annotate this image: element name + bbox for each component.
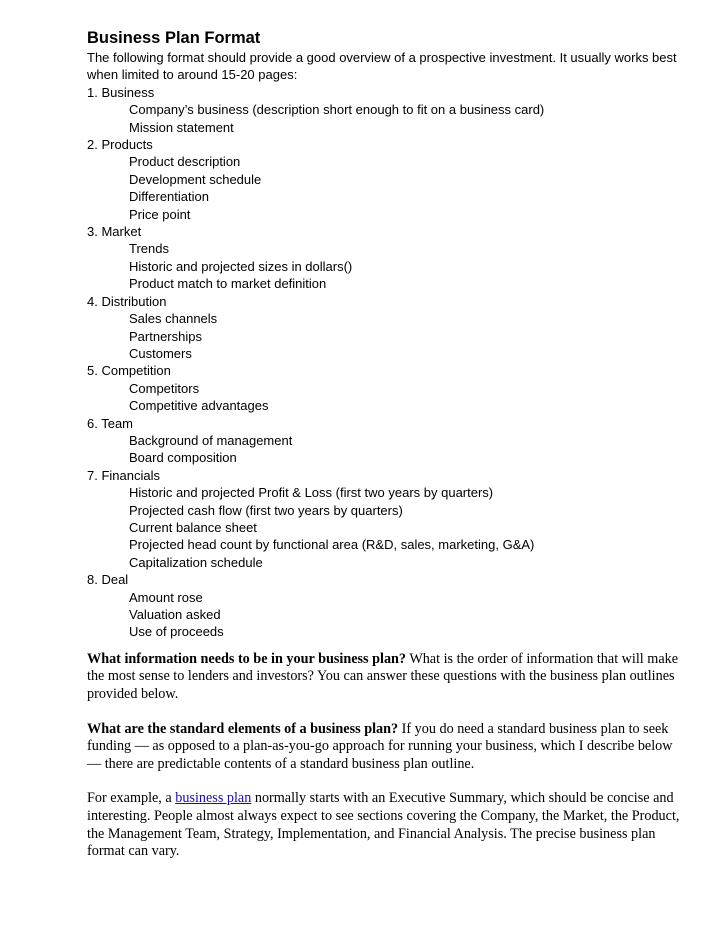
outline-section-heading: 8. Deal bbox=[87, 572, 129, 588]
outline-subitem: Customers bbox=[129, 345, 192, 361]
outline-list bbox=[87, 84, 687, 641]
outline-subitem: Historic and projected sizes in dollars() bbox=[129, 258, 353, 274]
paragraph-standard-elements-body: If you do need a standard business plan to seek funding — as opposed to a plan-as-you-go approach for running your business, which I describe below — there are predictable contents of a standard business plan outline. bbox=[87, 720, 673, 772]
outline-subitem: Board composition bbox=[129, 450, 237, 466]
outline-section-heading: 6. Team bbox=[87, 415, 134, 431]
paragraph-standard-elements bbox=[87, 721, 687, 774]
outline-subitem: Price point bbox=[129, 206, 191, 222]
business-plan-link[interactable]: business plan bbox=[175, 790, 252, 807]
outline-subitem: Product match to market definition bbox=[129, 276, 327, 292]
paragraph-example bbox=[87, 790, 687, 860]
outline-subitem: Background of management bbox=[129, 432, 293, 448]
outline-subitem: Use of proceeds bbox=[129, 624, 224, 640]
outline-subitem: Sales channels bbox=[129, 311, 218, 327]
outline-subitem: Projected cash flow (first two years by quarters) bbox=[129, 502, 403, 518]
outline-section-heading: 7. Financials bbox=[87, 467, 160, 483]
outline-subitem: Partnerships bbox=[129, 328, 202, 344]
outline-subitem: Historic and projected Profit & Loss (first two years by quarters) bbox=[129, 485, 494, 501]
outline-subitem: Amount rose bbox=[129, 589, 203, 605]
paragraph-what-information-body: What is the order of information that will make the most sense to lenders and investors? You can answer these questions with the business plan outlines provided below. bbox=[87, 650, 679, 702]
outline-subitem: Current balance sheet bbox=[129, 519, 257, 535]
paragraph-example-after: normally starts with an Executive Summary, which should be concise and interesting. People almost always expect to see sections covering the Company, the Market, the Product, the Management Team, Strategy, Implementation, and Financial Analysis. The precise business plan format can vary. bbox=[87, 790, 680, 860]
outline-subitem: Company’s business (description short enough to fit on a business card) bbox=[129, 102, 545, 118]
paragraph-standard-elements-lead: What are the standard elements of a business plan? bbox=[87, 720, 399, 737]
document-page bbox=[87, 27, 687, 861]
outline-subitem: Development schedule bbox=[129, 171, 262, 187]
outline-subitem: Capitalization schedule bbox=[129, 554, 263, 570]
outline-subitem: Projected head count by functional area (R&D, sales, marketing, G&A) bbox=[129, 537, 535, 553]
outline-subitem: Competitive advantages bbox=[129, 398, 269, 414]
document-title: Business Plan Format bbox=[87, 29, 261, 47]
outline-section-heading: 4. Distribution bbox=[87, 293, 167, 309]
intro-text: The following format should provide a good overview of a prospective investment. It usually works best when limited to around 15-20 pages: bbox=[87, 50, 677, 83]
outline-section-heading: 1. Business bbox=[87, 84, 155, 100]
paragraph-example-before: For example, a bbox=[87, 790, 176, 807]
outline-subitem: Valuation asked bbox=[129, 607, 221, 622]
paragraph-what-information bbox=[87, 651, 687, 704]
outline-subitem: Competitors bbox=[129, 380, 200, 396]
outline-subitem: Trends bbox=[129, 241, 169, 257]
outline-subitem: Mission statement bbox=[129, 119, 234, 135]
outline-subitem: Differentiation bbox=[129, 189, 209, 205]
outline-section-heading: 5. Competition bbox=[87, 363, 171, 379]
paragraph-what-information-lead: What information needs to be in your business plan? bbox=[87, 650, 407, 667]
outline-subitem: Product description bbox=[129, 154, 241, 170]
outline-section-heading: 3. Market bbox=[87, 224, 142, 240]
outline-section-heading: 2. Products bbox=[87, 137, 153, 153]
